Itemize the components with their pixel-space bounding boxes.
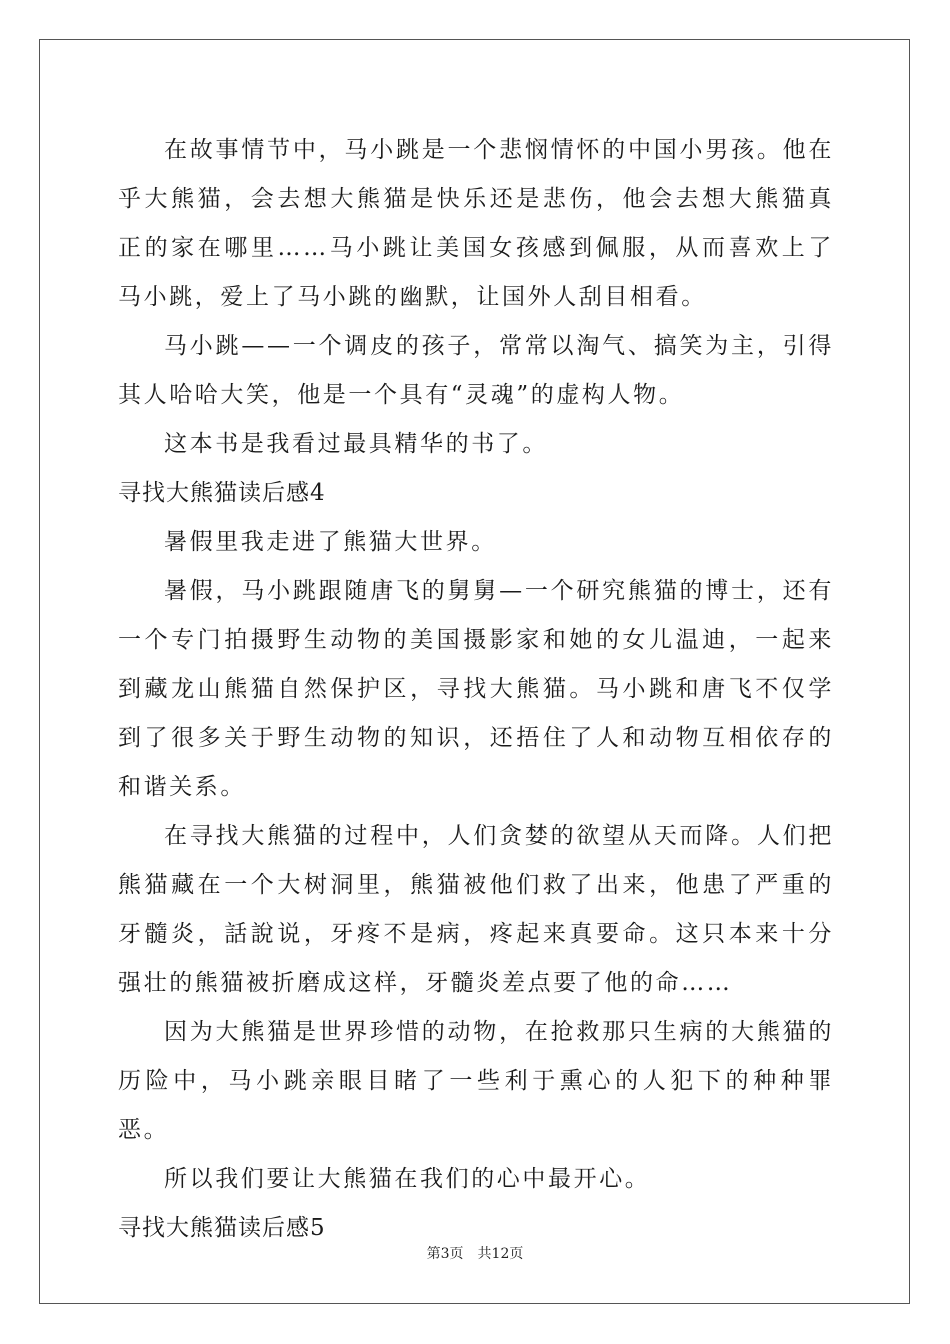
paragraph: 马小跳——一个调皮的孩子，常常以淘气、搞笑为主，引得其人哈哈大笑，他是一个具有“灵魂”的虚构人物。 [118,333,834,408]
page-footer [0,1245,950,1263]
paragraph: 因为大熊猫是世界珍惜的动物，在抢救那只生病的大熊猫的历险中，马小跳亲眼目睹了一些利于熏心的人犯下的种种罪恶。 [118,1019,834,1143]
paragraph: 在寻找大熊猫的过程中，人们贪婪的欲望从天而降。人们把熊猫藏在一个大树洞里，熊猫被他们救了出来，他患了严重的牙髓炎，話說说，牙疼不是病，疼起来真要命。这只本来十分强壮的熊猫被折磨成这样，牙髓炎差点要了他的命…… [118,823,834,996]
section-heading: 寻找大熊猫读后感5 [118,1215,326,1241]
paragraph: 暑假里我走进了熊猫大世界。 [164,529,497,555]
paragraph: 所以我们要让大熊猫在我们的心中最开心。 [164,1166,651,1192]
paragraph: 这本书是我看过最具精华的书了。 [164,431,548,457]
paragraph: 暑假，马小跳跟随唐飞的舅舅—一个研究熊猫的博士，还有一个专门拍摄野生动物的美国摄影家和她的女儿温迪，一起来到藏龙山熊猫自然保护区，寻找大熊猫。马小跳和唐飞不仅学到了很多关于野生动物的知识，还捂住了人和动物互相依存的和谐关系。 [118,578,834,800]
page-total: 共12页 [477,1246,524,1262]
section-heading: 寻找大熊猫读后感4 [118,480,326,506]
paragraph: 在故事情节中，马小跳是一个悲悯情怀的中国小男孩。他在乎大熊猫，会去想大熊猫是快乐还是悲伤，他会去想大熊猫真正的家在哪里……马小跳让美国女孩感到佩服，从而喜欢上了马小跳，爱上了马小跳的幽默，让国外人刮目相看。 [118,137,834,310]
document-body [118,126,834,1253]
page-number: 第3页 [426,1246,464,1262]
